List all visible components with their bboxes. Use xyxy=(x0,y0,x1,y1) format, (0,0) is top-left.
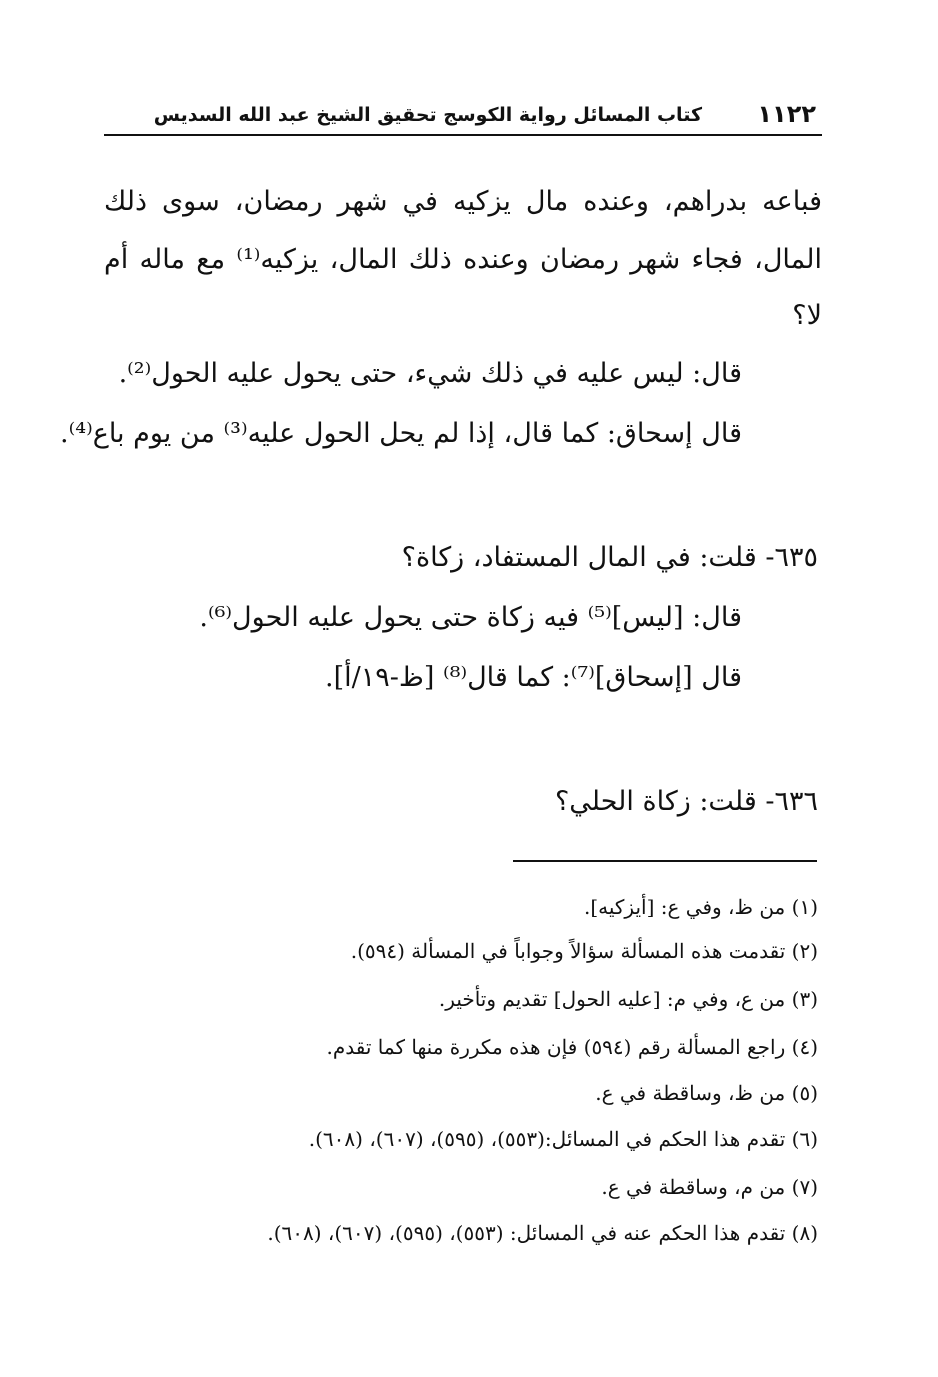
footnote: (٤) راجع المسألة رقم (٥٩٤) فإن هذه مكررة منها كما تقدم. xyxy=(326,1035,818,1059)
body-line: المال، فجاء شهر رمضان وعنده ذلك المال، يزكيه⁽¹⁾ مع ماله أم xyxy=(104,244,822,275)
footnote: (٣) من ع، وفي م: [عليه الحول] تقديم وتأخير. xyxy=(438,987,818,1011)
answer-635: قال: [ليس]⁽⁵⁾ فيه زكاة حتى يحول عليه الحول⁽⁶⁾. xyxy=(199,602,742,633)
footnote: (٢) تقدمت هذه المسألة سؤالاً وجواباً في المسألة (٥٩٤). xyxy=(350,939,818,963)
body-line: لا؟ xyxy=(792,300,822,331)
question-635: ٦٣٥- قلت: في المال المستفاد، زكاة؟ xyxy=(401,542,818,573)
ishaq-line: قال إسحاق: كما قال، إذا لم يحل الحول عليه⁽³⁾ من يوم باع⁽⁴⁾. xyxy=(60,418,742,449)
question-636: ٦٣٦- قلت: زكاة الحلي؟ xyxy=(554,786,818,817)
footnote: (٨) تقدم هذا الحكم عنه في المسائل: (٥٥٣)، (٥٩٥)، (٦٠٧)، (٦٠٨). xyxy=(267,1221,818,1245)
body-line: فباعه بدراهم، وعنده مال يزكيه في شهر رمضان، سوى ذلك xyxy=(104,186,822,217)
header-rule xyxy=(104,134,822,136)
footnote: (١) من ظ، وفي ع: [أيزكيه]. xyxy=(583,895,818,919)
footnote: (٧) من م، وساقطة في ع. xyxy=(601,1175,818,1199)
footnote: (٦) تقدم هذا الحكم في المسائل:(٥٥٣)، (٥٩٥)، (٦٠٧)، (٦٠٨). xyxy=(308,1127,818,1151)
page-header xyxy=(104,96,820,136)
page-number: ١١٢٢ xyxy=(757,100,816,128)
footnote-rule xyxy=(513,860,817,862)
ishaq-635: قال [إسحاق]⁽⁷⁾: كما قال⁽⁸⁾ [ظ-١٩/أ]. xyxy=(325,662,742,693)
answer-line: قال: ليس عليه في ذلك شيء، حتى يحول عليه الحول⁽²⁾. xyxy=(118,358,742,389)
running-title: كتاب المسائل رواية الكوسج تحقيق الشيخ عبد الله السديس xyxy=(153,104,702,126)
footnote: (٥) من ظ، وساقطة في ع. xyxy=(595,1081,818,1105)
